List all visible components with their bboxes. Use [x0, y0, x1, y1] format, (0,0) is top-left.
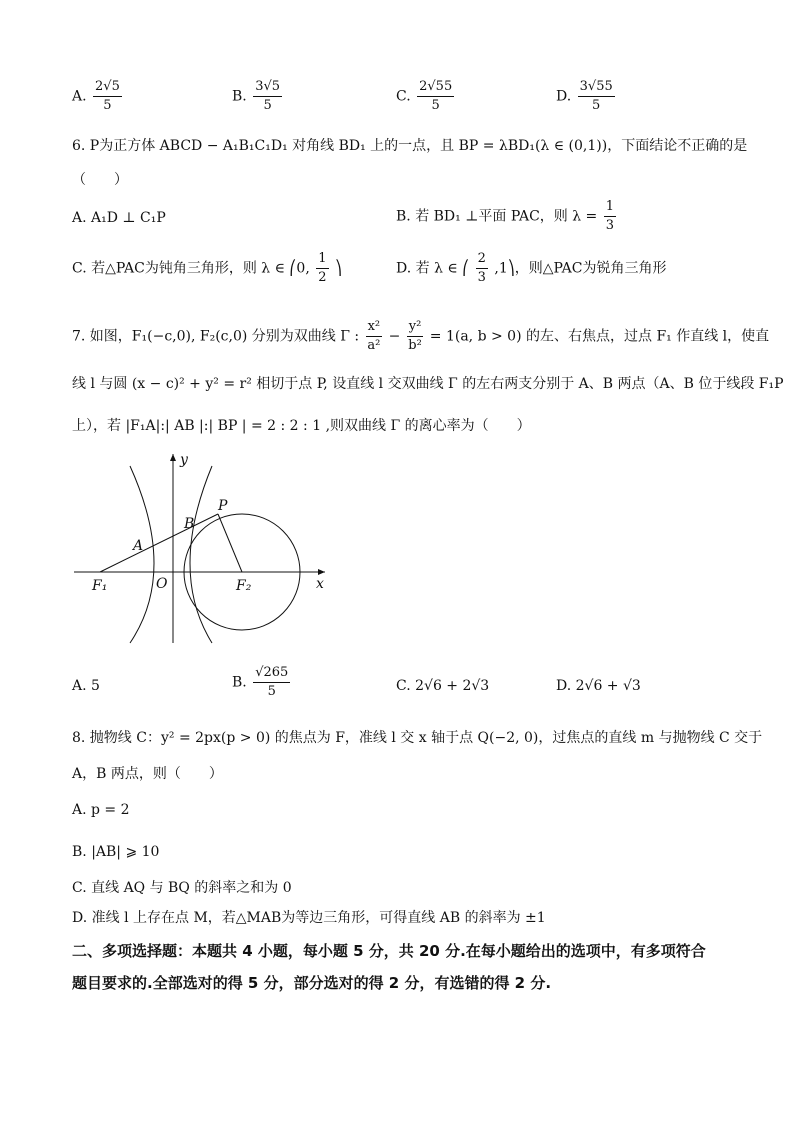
label-f1: F₁: [92, 578, 108, 594]
label-p: P: [218, 498, 228, 514]
q8-option-b: B. |AB| ⩾ 10: [72, 844, 160, 860]
section2-heading-line1: 二、多项选择题：本题共 4 小题，每小题 5 分，共 20 分.在每小题给出的选项中，有多项符合: [72, 942, 706, 960]
q5-option-c: C. $\frac{2√55}{5}$: [396, 79, 453, 113]
q7-option-a: A. 5: [72, 678, 100, 694]
label-x: x: [316, 576, 324, 592]
label-a: A: [133, 538, 144, 554]
q8-option-d: D. 准线 l 上存在点 M，若△MAB为等边三角形，可得直线 AB 的斜率为 ±1: [72, 910, 546, 926]
label-o: O: [156, 576, 168, 592]
q8-line1: 8. 抛物线 C：y² = 2px(p > 0) 的焦点为 F，准线 l 交 x 轴于点 Q(−2, 0)，过焦点的直线 m 与抛物线 C 交于: [72, 730, 763, 746]
radius-pf2: [218, 514, 242, 572]
q6-option-d: D. 若 λ ∈ ⎛ $\frac{2}{3}$ ,1⎞，则△PAC为锐角三角形: [396, 251, 667, 285]
label-y: y: [180, 452, 188, 468]
hyperbola-left-branch: [130, 466, 154, 643]
section2-heading-line2: 题目要求的.全部选对的得 5 分，部分选对的得 2 分，有选错的得 2 分.: [72, 974, 552, 992]
q7-line2: 线 l 与圆 (x − c)² + y² = r² 相切于点 P, 设直线 l 交双曲线 Γ 的左右两支分别于 A、B 两点（A、B 位于线段 F₁P: [72, 376, 784, 392]
q8-option-a: A. p = 2: [72, 802, 130, 818]
hyperbola-figure: [60, 448, 340, 648]
q7-line3: 上），若 |F₁A|:| AB |:| BP | = 2 : 2 : 1 ,则双曲线 Γ 的离心率为（ ）: [72, 418, 531, 434]
label-f2: F₂: [236, 578, 252, 594]
hyperbola-right-branch: [190, 466, 212, 643]
q5-option-d: D. $\frac{3√55}{5}$: [556, 79, 613, 113]
q8-option-c: C. 直线 AQ 与 BQ 的斜率之和为 0: [72, 880, 292, 896]
q6-paren: （ ）: [72, 172, 128, 188]
line-l: [100, 514, 218, 572]
y-axis-arrow: [170, 454, 176, 461]
label-b: B: [184, 516, 195, 532]
x-axis-arrow: [318, 569, 325, 575]
q8-line2: A，B 两点，则（ ）: [72, 766, 223, 782]
q6-option-c: C. 若△PAC为钝角三角形，则 λ ∈ ⎛0, $\frac{1}{2}$ ⎞: [72, 251, 342, 285]
q7-option-d: D. 2√6 + √3: [556, 678, 641, 694]
q7-line1: 7. 如图，F₁(−c,0), F₂(c,0) 分别为双曲线 Γ : $\frac{\text{x²}}{\text{a²}}$ − $\frac{\text{y²}}{\text{b²}}$ = 1(a, b > 0) 的左、右焦点，过点 F₁ 作直线 l，使直: [72, 319, 770, 353]
q6-option-a: A. A₁D ⊥ C₁P: [72, 210, 166, 226]
q7-option-b: B. $\frac{√265}{5}$: [232, 665, 289, 699]
q7-option-c: C. 2√6 + 2√3: [396, 678, 490, 694]
q5-option-a: A. $\frac{2√5}{5}$: [72, 79, 120, 113]
q6-option-b: B. 若 BD₁ ⊥平面 PAC，则 λ = $\frac{1}{3}$: [396, 199, 615, 233]
q5-option-b: B. $\frac{3√5}{5}$: [232, 79, 281, 113]
q6-stem: 6. P为正方体 ABCD − A₁B₁C₁D₁ 对角线 BD₁ 上的一点，且 BP = λBD₁(λ ∈ (0,1))，下面结论不正确的是: [72, 138, 748, 154]
